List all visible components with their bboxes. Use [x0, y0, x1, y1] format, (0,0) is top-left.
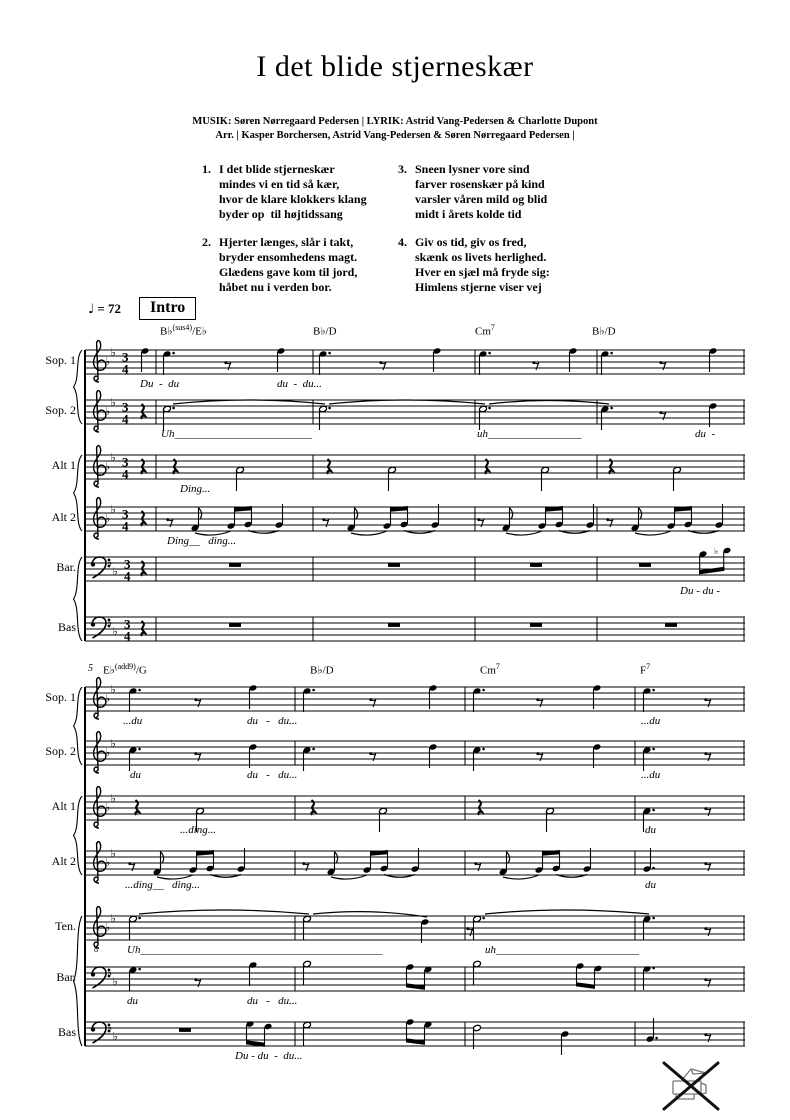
staff-alt2	[0, 839, 790, 899]
staff-notation	[85, 1010, 745, 1058]
staff-sop2	[0, 388, 790, 448]
lyric: ...du	[123, 715, 143, 727]
lyric: Uh____________________________________________	[127, 944, 383, 956]
verse-3	[398, 162, 593, 222]
verse-line: Glædens gave kom til jord,	[219, 265, 358, 279]
staff-notation	[85, 338, 745, 386]
lyric: Du - du	[140, 378, 180, 390]
verse-4	[398, 235, 593, 295]
verse-column-left	[202, 162, 397, 308]
staff-label: Sop. 2	[45, 744, 76, 758]
credits-arrangers: Arr. | Kasper Borchersen, Astrid Vang-Pedersen & Søren Nørregaard Pedersen |	[215, 130, 575, 141]
chord-symbol: B♭/D	[592, 325, 616, 338]
verse-line: varsler våren mild og blid	[415, 192, 548, 206]
verse-line: hvor de klare klokkers klang	[219, 192, 367, 206]
lyric: Du - du -	[680, 585, 721, 597]
lyric: uh__________________________	[485, 944, 639, 956]
staff-alt1	[0, 443, 790, 503]
verse-line: I det blide stjerneskær	[219, 162, 335, 176]
lyric: Du - du - du...	[235, 1050, 303, 1062]
page-title: I det blide stjerneskær	[256, 50, 534, 83]
lyric: du	[645, 824, 656, 836]
staff-bar	[0, 955, 790, 1015]
chord-symbol: Cm$^7$	[480, 662, 500, 677]
staff-label: Alt 2	[51, 510, 76, 524]
tempo-marking	[88, 301, 121, 317]
chord-symbol: B♭/D	[310, 664, 334, 677]
lyric: du	[645, 879, 656, 891]
lyric: du - du...	[247, 995, 298, 1007]
staff-label: Sop. 1	[45, 690, 76, 704]
staff-sop1	[0, 675, 790, 735]
tempo-value: = 72	[97, 301, 122, 316]
verse-number: 1.	[202, 162, 211, 176]
staff-notation	[85, 545, 745, 593]
verse-line: midt i årets kolde tid	[415, 207, 522, 221]
lyric: du - du...	[277, 378, 322, 390]
verse-line: Himlens stjerne viser vej	[415, 280, 542, 294]
lyric: du - du...	[247, 715, 298, 727]
lyric: Uh_________________________	[161, 428, 312, 440]
verse-number: 4.	[398, 235, 407, 249]
verse-line: bryder ensomhedens magt.	[219, 250, 358, 264]
lyric: ...du	[641, 715, 661, 727]
verse-line: Hjerter længes, slår i takt,	[219, 235, 354, 249]
lyric: Ding__ ding...	[167, 535, 237, 547]
verse-2	[202, 235, 397, 295]
tenor-octave-8: 8	[94, 945, 98, 954]
verse-line: håbet nu i verden bor.	[219, 280, 332, 294]
lyric: du -	[695, 428, 716, 440]
verse-line: Giv os tid, giv os fred,	[415, 235, 527, 249]
verse-line: Sneen lysner vore sind	[415, 162, 530, 176]
staff-sop2	[0, 729, 790, 789]
verse-line: byder op til højtidssang	[219, 207, 343, 221]
staff-label: Alt 1	[51, 799, 76, 813]
staff-notation	[85, 605, 745, 653]
staff-alt1	[0, 784, 790, 844]
lyric: du	[130, 769, 141, 781]
verse-line: farver rosenskær på kind	[415, 177, 545, 191]
chord-symbol: Cm$^7$	[475, 323, 495, 338]
no-photocopy-icon	[658, 1058, 724, 1114]
lyric: Ding...	[180, 483, 211, 495]
staff-label: Sop. 2	[45, 403, 76, 417]
staff-bar	[0, 545, 790, 605]
staff-label: Bas	[58, 620, 76, 634]
quarter-note-icon: ♩	[88, 302, 95, 317]
staff-label: Bar.	[56, 560, 76, 574]
verse-1	[202, 162, 397, 222]
verse-number: 3.	[398, 162, 407, 176]
section-label-intro: Intro	[139, 297, 196, 320]
system-1	[0, 323, 790, 672]
measure-number: 5	[88, 663, 93, 674]
credits-music-lyrics: MUSIK: Søren Nørregaard Pedersen | LYRIK: Astrid Vang-Pedersen & Charlotte Dupont	[192, 116, 598, 127]
lyric: ...ding...	[180, 824, 217, 836]
chord-symbol: B♭$^{(sus4)}$/E♭	[160, 323, 208, 338]
lyric: ...du	[641, 769, 661, 781]
lyric: ...ding__ ding...	[125, 879, 200, 891]
staff-bas	[0, 605, 790, 665]
verse-column-right	[398, 162, 593, 308]
staff-label: Alt 2	[51, 854, 76, 868]
verse-line: skænk os livets herlighed.	[415, 250, 547, 264]
chord-symbol: B♭/D	[313, 325, 337, 338]
staff-label: Alt 1	[51, 458, 76, 472]
svg-text:♭: ♭	[714, 547, 719, 557]
chord-symbol: E♭$^{(add9)}$/G	[103, 662, 147, 677]
lyric: uh_________________	[477, 428, 582, 440]
chord-symbol: $F^7$	[640, 662, 651, 677]
verse-line: Hver en sjæl må fryde sig:	[415, 265, 550, 279]
staff-label: Ten.	[55, 919, 76, 933]
system-2	[0, 662, 790, 1078]
staff-label: Bas	[58, 1025, 76, 1039]
verse-line: mindes vi en tid så kær,	[219, 177, 340, 191]
staff-label: Bar.	[56, 970, 76, 984]
staff-label: Sop. 1	[45, 353, 76, 367]
lyric: du	[127, 995, 138, 1007]
staff-notation	[85, 955, 745, 1003]
lyric: du - du...	[247, 769, 298, 781]
verse-number: 2.	[202, 235, 211, 249]
credits	[0, 115, 790, 143]
